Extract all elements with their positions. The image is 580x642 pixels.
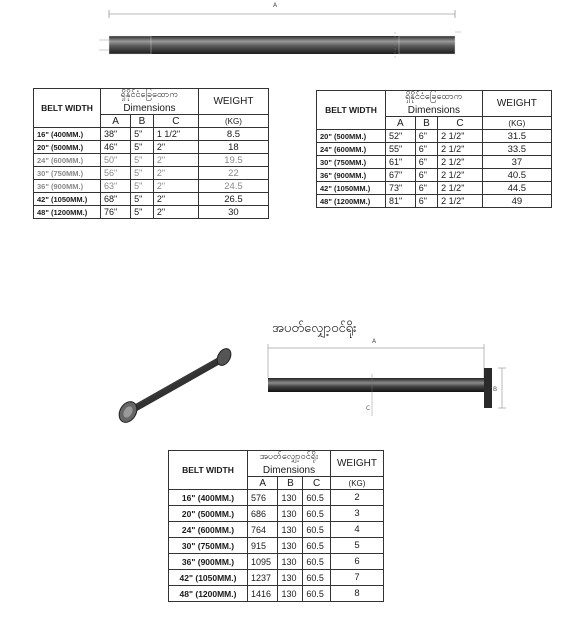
dim-c-cell: 2 1/2" [438,143,483,156]
weight-cell: 2 [330,490,383,506]
unit-header: (KG) [330,477,383,490]
col-a-header: A [248,477,278,490]
table-2-body [317,130,552,208]
col-a-header: A [101,115,131,128]
side-view-shaft-drawing [262,338,512,418]
dim-c-cell: 2 1/2" [438,169,483,182]
dim-a-cell: 63" [101,180,131,193]
side-dim-c-label: C [366,405,371,412]
dim-c-cell: 60.5 [303,570,331,586]
weight-cell: 31.5 [482,130,551,143]
belt-width-cell: 30" (750MM.) [169,538,248,554]
table-1-shaft-specs [33,88,269,219]
dim-c-cell: 60.5 [303,538,331,554]
dim-b-cell: 5" [131,206,154,219]
dim-a-cell: 55" [386,143,416,156]
weight-cell: 30 [198,206,268,219]
dim-a-cell: 46" [101,141,131,154]
belt-width-cell: 36" (900MM.) [317,169,386,182]
belt-width-cell: 36" (900MM.) [169,554,248,570]
table-row [34,206,269,219]
weight-cell: 7 [330,570,383,586]
dim-a-cell: 1095 [248,554,278,570]
dim-c-cell: 2" [153,154,198,167]
top-dim-a-label: A [273,2,278,9]
table-row [317,169,552,182]
dim-c-cell: 2" [153,206,198,219]
belt-width-cell: 16" (400MM.) [169,490,248,506]
dim-b-cell: 5" [131,167,154,180]
dim-a-cell: 68" [101,193,131,206]
weight-cell: 26.5 [198,193,268,206]
dim-b-cell: 5" [131,154,154,167]
belt-width-header: BELT WIDTH [169,451,248,490]
dim-a-cell: 67" [386,169,416,182]
weight-cell: 8 [330,586,383,602]
table-row [317,195,552,208]
side-dim-b-label: B [493,386,498,393]
col-b-header: B [278,477,303,490]
col-b-header: B [415,117,437,130]
belt-width-cell: 20" (500MM.) [34,141,101,154]
weight-cell: 18 [198,141,268,154]
dim-b-cell: 130 [278,490,303,506]
dim-c-cell: 60.5 [303,554,331,570]
dim-c-cell: 60.5 [303,490,331,506]
dim-c-cell: 2" [153,141,198,154]
dim-b-cell: 130 [278,538,303,554]
dim-b-cell: 130 [278,586,303,602]
belt-width-cell: 30" (750MM.) [317,156,386,169]
top-shaft-drawing [95,2,475,66]
belt-width-cell: 24" (600MM.) [169,522,248,538]
dim-b-cell: 6" [415,143,437,156]
weight-cell: 8.5 [198,128,268,141]
dim-b-cell: 5" [131,193,154,206]
weight-cell: 24.5 [198,180,268,193]
dim-c-cell: 2" [153,180,198,193]
dim-a-cell: 73" [386,182,416,195]
weight-cell: 19.5 [198,154,268,167]
belt-width-cell: 36" (900MM.) [34,180,101,193]
belt-width-cell: 48" (1200MM.) [34,206,101,219]
dim-b-cell: 5" [131,180,154,193]
side-dim-a-label: A [372,338,377,345]
table-caption: အပတ်လျှော့ဝင်ရိုး [248,451,331,465]
weight-cell: 4 [330,522,383,538]
dimensions-header: Dimensions [248,464,331,477]
weight-cell: 49 [482,195,551,208]
dim-c-cell: 60.5 [303,506,331,522]
dim-b-cell: 5" [131,128,154,141]
col-a-header: A [386,117,416,130]
dim-c-cell: 2" [153,193,198,206]
table-row [317,143,552,156]
table-3-body [169,490,384,602]
table-row [169,554,384,570]
dim-c-cell: 2 1/2" [438,182,483,195]
belt-width-cell: 20" (500MM.) [169,506,248,522]
dim-a-cell: 686 [248,506,278,522]
belt-width-cell: 20" (500MM.) [317,130,386,143]
table-row [169,538,384,554]
table-row [34,167,269,180]
table-row [317,182,552,195]
belt-width-header: BELT WIDTH [317,91,386,130]
dim-a-cell: 1237 [248,570,278,586]
section-2-title: အပတ်လျှော့ဝင်ရိုး [272,321,357,336]
table-row [317,156,552,169]
table-row [34,193,269,206]
col-c-header: C [153,115,198,128]
belt-width-cell: 24" (600MM.) [34,154,101,167]
dim-a-cell: 764 [248,522,278,538]
dim-c-cell: 2" [153,167,198,180]
belt-width-cell: 42" (1050MM.) [317,182,386,195]
dim-a-cell: 576 [248,490,278,506]
dim-b-cell: 6" [415,182,437,195]
table-row [317,130,552,143]
weight-cell: 5 [330,538,383,554]
belt-width-cell: 42" (1050MM.) [169,570,248,586]
isometric-shaft-drawing [110,345,240,425]
col-b-header: B [131,115,154,128]
dim-a-cell: 38" [101,128,131,141]
dim-b-cell: 5" [131,141,154,154]
dim-b-cell: 6" [415,195,437,208]
belt-width-cell: 42" (1050MM.) [34,193,101,206]
table-1-body [34,128,269,219]
dim-b-cell: 130 [278,570,303,586]
belt-width-cell: 48" (1200MM.) [169,586,248,602]
table-row [34,128,269,141]
table-2-shaft-specs [316,90,552,208]
table-3-takeup-shaft-specs [168,450,384,602]
table-row [34,141,269,154]
unit-header: (KG) [198,115,268,128]
dim-a-cell: 76" [101,206,131,219]
belt-width-header: BELT WIDTH [34,89,101,128]
weight-cell: 44.5 [482,182,551,195]
dim-c-cell: 2 1/2" [438,195,483,208]
dim-a-cell: 81" [386,195,416,208]
dim-a-cell: 61" [386,156,416,169]
dim-b-cell: 130 [278,522,303,538]
weight-cell: 33.5 [482,143,551,156]
belt-width-cell: 16" (400MM.) [34,128,101,141]
dim-c-cell: 60.5 [303,586,331,602]
weight-cell: 37 [482,156,551,169]
dim-b-cell: 6" [415,130,437,143]
table-caption: ရှိနိုင်ငံခြေထောက [386,91,483,105]
weight-header: WEIGHT [198,89,268,115]
dimensions-header: Dimensions [386,104,483,117]
dim-c-cell: 1 1/2" [153,128,198,141]
belt-width-cell: 30" (750MM.) [34,167,101,180]
table-row [169,490,384,506]
table-row [169,506,384,522]
table-row [169,570,384,586]
weight-cell: 22 [198,167,268,180]
dim-b-cell: 130 [278,554,303,570]
belt-width-cell: 48" (1200MM.) [317,195,386,208]
dim-b-cell: 6" [415,156,437,169]
weight-header: WEIGHT [482,91,551,117]
dim-c-cell: 60.5 [303,522,331,538]
dim-b-cell: 130 [278,506,303,522]
weight-cell: 3 [330,506,383,522]
dim-b-cell: 6" [415,169,437,182]
dimensions-header: Dimensions [101,102,199,115]
dim-c-cell: 2 1/2" [438,130,483,143]
table-caption: ရှိနိုင်ငံခြေထောက [101,89,199,103]
table-row [34,154,269,167]
dim-c-cell: 2 1/2" [438,156,483,169]
dim-a-cell: 52" [386,130,416,143]
dim-a-cell: 50" [101,154,131,167]
col-c-header: C [438,117,483,130]
weight-cell: 40.5 [482,169,551,182]
weight-header: WEIGHT [330,451,383,477]
dim-a-cell: 56" [101,167,131,180]
unit-header: (KG) [482,117,551,130]
col-c-header: C [303,477,331,490]
dim-a-cell: 1416 [248,586,278,602]
weight-cell: 6 [330,554,383,570]
dim-a-cell: 915 [248,538,278,554]
table-row [169,586,384,602]
table-row [169,522,384,538]
belt-width-cell: 24" (600MM.) [317,143,386,156]
table-row [34,180,269,193]
